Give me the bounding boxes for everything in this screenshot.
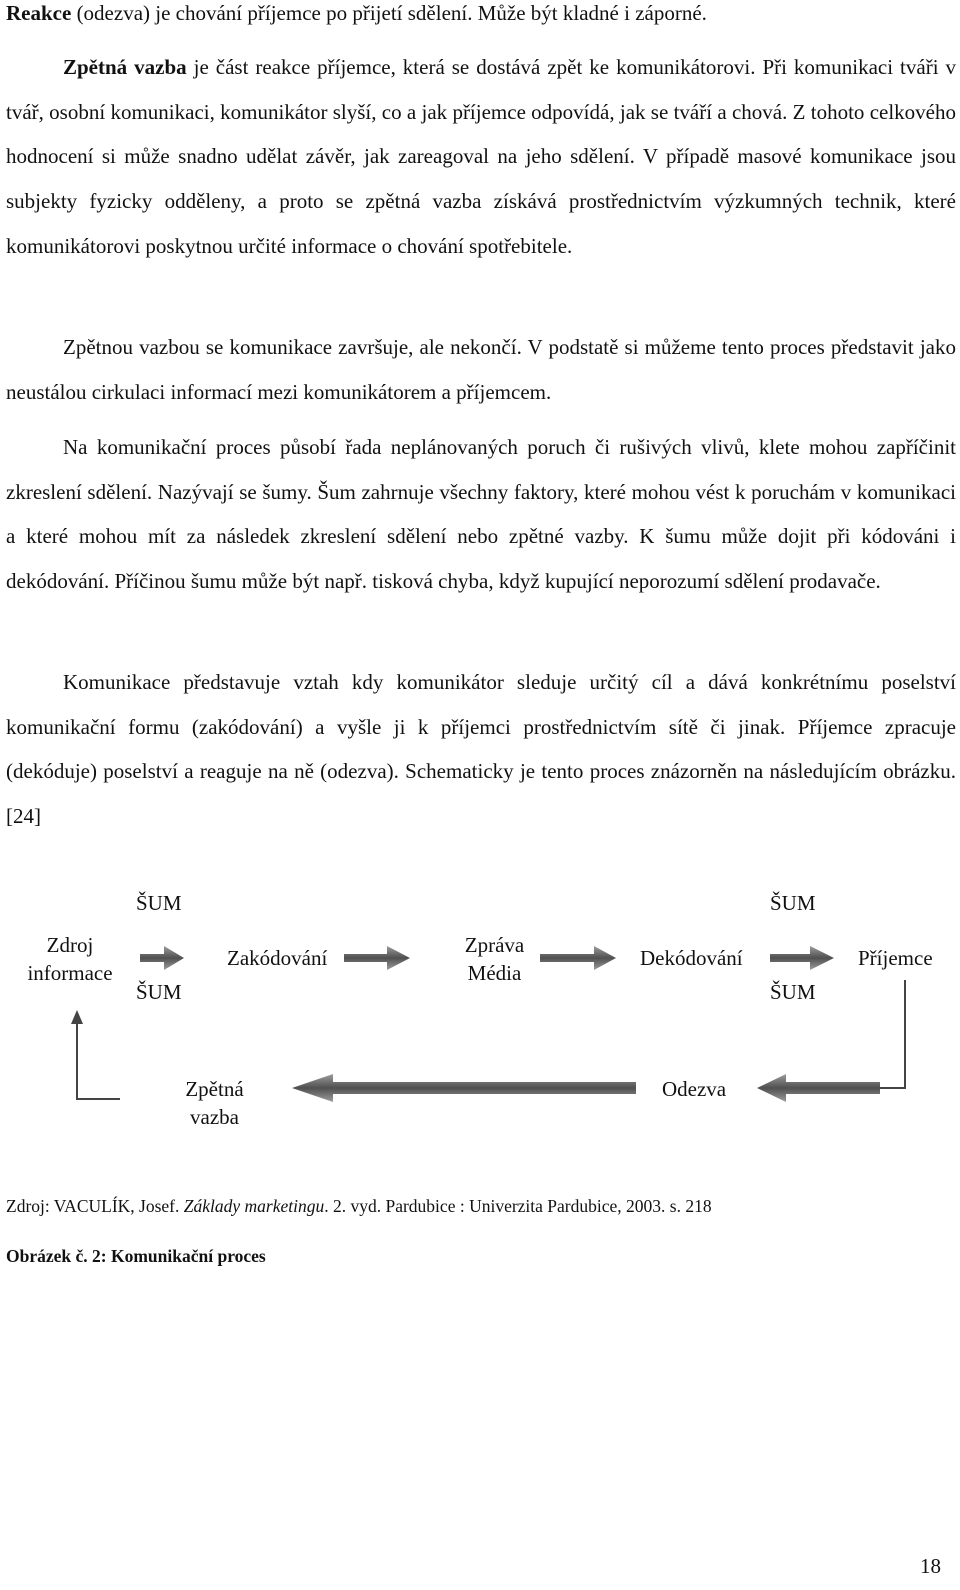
figure-caption: Obrázek č. 2: Komunikační proces: [6, 1246, 266, 1266]
source-prefix: Zdroj: VACULÍK, Josef.: [6, 1196, 184, 1216]
zdroj-line2: informace: [27, 961, 113, 985]
paragraph-vztah: Komunikace představuje vztah kdy komunikátor sleduje určitý cíl a dává konkrétnímu poselství komunikační formu (zakódování) a vyšle ji k příjemci prostřednictvím sítě či jinak. Příjemce zpracuje (dekóduje) poselství a reaguje na ně (odezva). Schematicky je tento proces znázorněn na následujícím obrázku. [24]: [6, 670, 956, 829]
arrow-odezva: [757, 1074, 880, 1102]
zpetna-line1: Zpětná: [185, 1077, 244, 1101]
diagram-node-zprava: [452, 931, 537, 987]
diagram-arrows: [0, 880, 960, 1160]
zprava-line2: Média: [467, 961, 522, 985]
feedback-arrowhead-up: [71, 1010, 83, 1024]
zprava-line1: Zpráva: [464, 933, 525, 957]
diagram-label-zpetna-vazba: [172, 1075, 257, 1131]
sum-label-top-right: ŠUM: [770, 891, 816, 915]
feedback-line-right: [880, 980, 905, 1088]
paragraph-zavrsuje: Zpětnou vazbou se komunikace završuje, ale nekončí. V podstatě si můžeme tento proces představit jako neustálou cirkulaci informací mezi komunikátorem a příjemcem.: [6, 335, 956, 404]
sum-label-top-left: ŠUM: [136, 891, 182, 915]
term-zpetna-vazba: Zpětná vazba: [63, 55, 187, 79]
arrow-zpetna-vazba: [292, 1074, 636, 1102]
zdroj-line1: Zdroj: [46, 933, 94, 957]
paragraph-zpetna-vazba-text: je část reakce příjemce, která se dostává zpět ke komunikátorovi. Při komunikaci tváři v tvář, osobní komunikaci, komunikátor slyší, co a jak příjemce odpovídá, jak se tváří a chová. Z tohoto celkového hodnocení si může snadno udělat závěr, jak zareagoval na jeho sdělení. V případě masové komunikace jsou subjekty fyzicky odděleny, a proto se zpětná vazba získává prostřednictvím výzkumných technik, které komunikátorovi poskytnou určité informace o chování spotřebitele.: [6, 55, 956, 258]
source-suffix: . 2. vyd. Pardubice : Univerzita Pardubice, 2003. s. 218: [324, 1196, 712, 1216]
sum-label-bottom-right: ŠUM: [770, 980, 816, 1004]
communication-process-diagram: [0, 880, 960, 1160]
diagram-node-zakodovani: Zakódování: [227, 946, 328, 970]
source-title: Základy marketingu: [183, 1196, 325, 1216]
term-reakce: Reakce: [6, 1, 72, 25]
figure-source: [6, 1194, 712, 1218]
diagram-node-prijemce: Příjemce: [858, 946, 933, 970]
arrow-dekodovani-to-prijemce: [770, 946, 834, 970]
arrow-zprava-to-dekodovani: [540, 946, 616, 970]
zpetna-line2: vazba: [190, 1105, 239, 1129]
paragraph-sum: Na komunikační proces působí řada neplánovaných poruch či rušivých vlivů, klete mohou zapříčinit zkreslení sdělení. Nazývají se šumy. Šum zahrnuje všechny faktory, které mohou vést k poruchám v komunikaci a které mohou mít za následek zkreslení sdělení nebo zpětné vazby. K šumu může dojit při kódováni i dekódování. Příčinou šumu může být např. tisková chyba, když kupující neporozumí sdělení prodavače.: [6, 435, 956, 594]
paragraph-zpetna-vazba: [6, 45, 956, 269]
arrow-zakodovani-to-zprava: [344, 946, 410, 970]
sum-label-bottom-left: ŠUM: [136, 980, 182, 1004]
paragraph-reakce: [6, 0, 956, 36]
diagram-label-odezva: Odezva: [662, 1077, 727, 1101]
page-number: 18: [920, 1554, 941, 1578]
paragraph-reakce-text: (odezva) je chování příjemce po přijetí sdělení. Může být kladné i záporné.: [71, 1, 707, 25]
diagram-node-zdroj: [20, 931, 120, 987]
feedback-line-left: [77, 1022, 120, 1099]
arrow-zdroj-to-zakodovani: [140, 946, 184, 970]
diagram-node-dekodovani: Dekódování: [640, 946, 743, 970]
